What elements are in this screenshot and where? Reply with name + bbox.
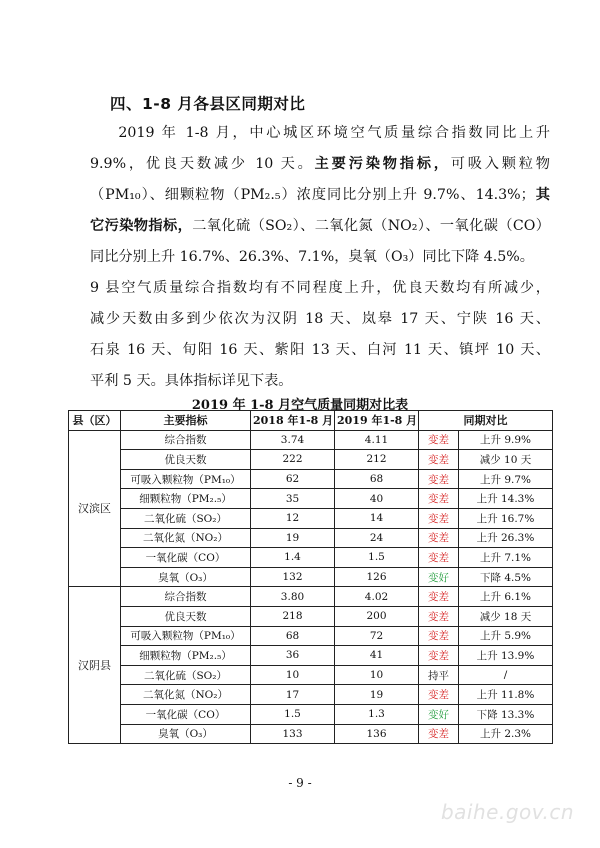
change-cell: 上升 2.3% xyxy=(459,724,553,744)
indicator-cell: 细颗粒物（PM₂.₅） xyxy=(121,489,251,509)
table-row xyxy=(69,704,553,724)
status-cell: 变差 xyxy=(419,724,459,744)
value-2019-cell: 126 xyxy=(335,567,419,587)
value-2019-cell: 1.3 xyxy=(335,704,419,724)
body-paragraph xyxy=(90,118,550,397)
bold-run: 主要污染物指标， xyxy=(314,156,451,172)
change-cell: 上升 14.3% xyxy=(459,489,553,509)
text-run: 减少天数由多到少依次为汉阴 18 天、岚皋 17 天、宁陕 16 天、 xyxy=(90,311,550,327)
paragraph-line xyxy=(90,211,550,242)
change-cell: 上升 9.7% xyxy=(459,469,553,489)
change-cell: 下降 4.5% xyxy=(459,567,553,587)
change-cell: 上升 7.1% xyxy=(459,548,553,568)
status-cell: 变差 xyxy=(419,548,459,568)
status-cell: 持平 xyxy=(419,665,459,685)
status-cell: 变好 xyxy=(419,567,459,587)
paragraph-line xyxy=(90,180,550,211)
value-2019-cell: 1.5 xyxy=(335,548,419,568)
value-2018-cell: 12 xyxy=(251,508,335,528)
change-cell: 上升 11.8% xyxy=(459,685,553,705)
change-cell: 上升 5.9% xyxy=(459,626,553,646)
table-row xyxy=(69,528,553,548)
header-comparison: 同期对比 xyxy=(419,411,553,431)
paragraph-line xyxy=(90,118,550,149)
value-2018-cell: 62 xyxy=(251,469,335,489)
value-2019-cell: 136 xyxy=(335,724,419,744)
status-cell: 变差 xyxy=(419,469,459,489)
indicator-cell: 综合指数 xyxy=(121,587,251,607)
table-row xyxy=(69,489,553,509)
change-cell: 上升 13.9% xyxy=(459,646,553,666)
status-cell: 变差 xyxy=(419,430,459,450)
text-run: 平利 5 天。具体指标详见下表。 xyxy=(90,373,293,389)
text-run: 二氧化硫（SO₂）、二氧化氮（NO₂）、一氧化碳（CO） xyxy=(192,218,550,234)
value-2018-cell: 1.5 xyxy=(251,704,335,724)
value-2018-cell: 1.4 xyxy=(251,548,335,568)
change-cell: / xyxy=(459,665,553,685)
indicator-cell: 优良天数 xyxy=(121,606,251,626)
value-2019-cell: 68 xyxy=(335,469,419,489)
paragraph-line xyxy=(90,335,550,366)
county-cell: 汉阴县 xyxy=(69,587,121,744)
bold-run: 其 xyxy=(534,187,550,203)
paragraph-line xyxy=(90,242,550,273)
indicator-cell: 可吸入颗粒物（PM₁₀） xyxy=(121,469,251,489)
table-row xyxy=(69,587,553,607)
status-cell: 变差 xyxy=(419,606,459,626)
text-run: 石泉 16 天、旬阳 16 天、紫阳 13 天、白河 11 天、镇坪 10 天、 xyxy=(90,342,550,358)
indicator-cell: 优良天数 xyxy=(121,450,251,470)
value-2019-cell: 19 xyxy=(335,685,419,705)
value-2018-cell: 132 xyxy=(251,567,335,587)
value-2019-cell: 212 xyxy=(335,450,419,470)
indicator-cell: 二氧化氮（NO₂） xyxy=(121,528,251,548)
value-2018-cell: 3.80 xyxy=(251,587,335,607)
indicator-cell: 可吸入颗粒物（PM₁₀） xyxy=(121,626,251,646)
change-cell: 上升 6.1% xyxy=(459,587,553,607)
header-indicator: 主要指标 xyxy=(121,411,251,431)
change-cell: 上升 9.9% xyxy=(459,430,553,450)
status-cell: 变差 xyxy=(419,489,459,509)
value-2018-cell: 19 xyxy=(251,528,335,548)
value-2019-cell: 40 xyxy=(335,489,419,509)
table-row xyxy=(69,665,553,685)
value-2018-cell: 68 xyxy=(251,626,335,646)
status-cell: 变差 xyxy=(419,685,459,705)
table-row xyxy=(69,469,553,489)
paragraph-line xyxy=(90,304,550,335)
value-2018-cell: 3.74 xyxy=(251,430,335,450)
watermark: baihe.gov.cn xyxy=(440,800,574,824)
value-2019-cell: 72 xyxy=(335,626,419,646)
indicator-cell: 一氧化碳（CO） xyxy=(121,704,251,724)
change-cell: 上升 26.3% xyxy=(459,528,553,548)
indicator-cell: 一氧化碳（CO） xyxy=(121,548,251,568)
value-2019-cell: 4.02 xyxy=(335,587,419,607)
indicator-cell: 二氧化硫（SO₂） xyxy=(121,665,251,685)
text-run: 2019 年 1-8 月，中心城区环境空气质量综合指数同比上升 xyxy=(118,125,550,141)
value-2019-cell: 41 xyxy=(335,646,419,666)
table-row xyxy=(69,646,553,666)
value-2018-cell: 17 xyxy=(251,685,335,705)
indicator-cell: 综合指数 xyxy=(121,430,251,450)
page-number: - 9 - xyxy=(288,776,312,790)
value-2019-cell: 14 xyxy=(335,508,419,528)
table-row xyxy=(69,548,553,568)
text-run: 可吸入颗粒物 xyxy=(450,156,550,172)
indicator-cell: 二氧化氮（NO₂） xyxy=(121,685,251,705)
table-row xyxy=(69,606,553,626)
status-cell: 变好 xyxy=(419,704,459,724)
indicator-cell: 二氧化硫（SO₂） xyxy=(121,508,251,528)
status-cell: 变差 xyxy=(419,508,459,528)
table-title: 2019 年 1-8 月空气质量同期对比表 xyxy=(191,398,409,413)
status-cell: 变差 xyxy=(419,528,459,548)
indicator-cell: 臭氧（O₃） xyxy=(121,567,251,587)
header-county: 县（区） xyxy=(69,411,121,431)
header-2018: 2018 年1-8 月 xyxy=(251,411,335,431)
text-run: 9 县空气质量综合指数均有不同程度上升，优良天数均有所减少， xyxy=(90,280,550,296)
value-2019-cell: 4.11 xyxy=(335,430,419,450)
status-cell: 变差 xyxy=(419,626,459,646)
change-cell: 上升 16.7% xyxy=(459,508,553,528)
text-run: （PM₁₀）、细颗粒物（PM₂.₅）浓度同比分别上升 9.7%、14.3%； xyxy=(90,187,535,203)
value-2018-cell: 10 xyxy=(251,665,335,685)
section-heading: 四、1-8 月各县区同期对比 xyxy=(110,95,306,113)
table-row xyxy=(69,567,553,587)
value-2019-cell: 200 xyxy=(335,606,419,626)
county-cell: 汉滨区 xyxy=(69,430,121,587)
indicator-cell: 细颗粒物（PM₂.₅） xyxy=(121,646,251,666)
paragraph-line xyxy=(90,273,550,304)
value-2018-cell: 36 xyxy=(251,646,335,666)
value-2019-cell: 10 xyxy=(335,665,419,685)
value-2018-cell: 218 xyxy=(251,606,335,626)
table-row xyxy=(69,626,553,646)
status-cell: 变差 xyxy=(419,646,459,666)
table-row xyxy=(69,508,553,528)
comparison-table xyxy=(68,410,553,744)
table-row xyxy=(69,450,553,470)
text-run: 同比分别上升 16.7%、26.3%、7.1%，臭氧（O₃）同比下降 4.5%。 xyxy=(90,249,534,265)
table-header-row xyxy=(69,411,553,431)
text-run: 9.9%，优良天数减少 10 天。 xyxy=(90,156,315,172)
paragraph-line xyxy=(90,149,550,180)
value-2018-cell: 222 xyxy=(251,450,335,470)
value-2018-cell: 133 xyxy=(251,724,335,744)
paragraph-line xyxy=(90,366,550,397)
change-cell: 减少 10 天 xyxy=(459,450,553,470)
value-2018-cell: 35 xyxy=(251,489,335,509)
change-cell: 减少 18 天 xyxy=(459,606,553,626)
status-cell: 变差 xyxy=(419,450,459,470)
change-cell: 下降 13.3% xyxy=(459,704,553,724)
table-row xyxy=(69,685,553,705)
indicator-cell: 臭氧（O₃） xyxy=(121,724,251,744)
table-row xyxy=(69,724,553,744)
table-row xyxy=(69,430,553,450)
status-cell: 变差 xyxy=(419,587,459,607)
bold-run: 它污染物指标， xyxy=(90,218,193,234)
value-2019-cell: 24 xyxy=(335,528,419,548)
header-2019: 2019 年1-8 月 xyxy=(335,411,419,431)
